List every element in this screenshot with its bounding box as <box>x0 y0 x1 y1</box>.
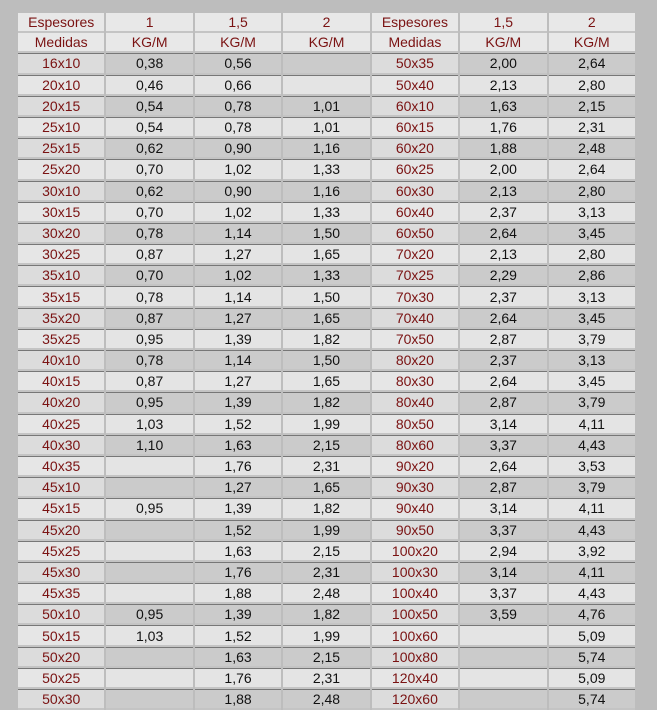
table-row <box>18 435 635 456</box>
size-cell: 100x50 <box>372 604 458 625</box>
weight-cell: 3,14 <box>460 498 546 519</box>
weight-cell: 0,87 <box>106 244 192 265</box>
weight-cell: 2,37 <box>460 350 546 371</box>
weight-cell: 1,14 <box>195 350 281 371</box>
weight-cell: 5,09 <box>549 668 635 689</box>
weight-cell: 0,87 <box>106 371 192 392</box>
weight-cell: 0,70 <box>106 202 192 223</box>
size-cell: 25x10 <box>18 117 104 138</box>
weight-cell: 2,13 <box>460 181 546 202</box>
header-cell: Espesores <box>18 13 104 33</box>
table-row <box>18 96 635 117</box>
weight-cell: 1,65 <box>283 308 369 329</box>
size-cell: 40x25 <box>18 414 104 435</box>
weight-cell: 1,14 <box>195 223 281 244</box>
table-row <box>18 117 635 138</box>
size-cell: 80x50 <box>372 414 458 435</box>
weight-cell <box>283 75 369 96</box>
weight-cell: 2,31 <box>283 668 369 689</box>
weight-cell: 3,92 <box>549 541 635 562</box>
size-cell: 60x50 <box>372 223 458 244</box>
weight-cell: 1,16 <box>283 181 369 202</box>
size-cell: 90x30 <box>372 477 458 498</box>
size-cell: 35x15 <box>18 286 104 307</box>
size-cell: 30x10 <box>18 181 104 202</box>
size-cell: 40x15 <box>18 371 104 392</box>
size-cell: 60x25 <box>372 159 458 180</box>
weight-cell: 3,45 <box>549 371 635 392</box>
weight-cell: 1,33 <box>283 202 369 223</box>
weight-cell: 3,37 <box>460 435 546 456</box>
weight-cell: 1,39 <box>195 498 281 519</box>
weight-cell: 3,13 <box>549 286 635 307</box>
weight-cell: 1,88 <box>460 138 546 159</box>
size-cell: 100x20 <box>372 541 458 562</box>
weight-cell: 1,10 <box>106 435 192 456</box>
weight-cell: 0,54 <box>106 117 192 138</box>
weight-cell: 1,88 <box>195 689 281 710</box>
size-cell: 100x30 <box>372 562 458 583</box>
table-row <box>18 371 635 392</box>
size-cell: 50x35 <box>372 53 458 74</box>
header-cell: KG/M <box>106 33 192 53</box>
size-cell: 90x50 <box>372 520 458 541</box>
weight-cell: 0,78 <box>106 286 192 307</box>
weight-cell <box>460 647 546 668</box>
weight-cell: 1,50 <box>283 286 369 307</box>
weight-cell <box>460 668 546 689</box>
weight-cell: 2,64 <box>460 223 546 244</box>
size-cell: 35x10 <box>18 265 104 286</box>
weight-cell: 1,16 <box>283 138 369 159</box>
weight-cell: 4,43 <box>549 583 635 604</box>
weight-cell: 2,80 <box>549 75 635 96</box>
weight-cell: 1,03 <box>106 625 192 646</box>
size-cell: 20x10 <box>18 75 104 96</box>
weight-cell: 1,65 <box>283 244 369 265</box>
weight-cell: 1,63 <box>195 647 281 668</box>
weight-cell: 2,13 <box>460 244 546 265</box>
size-cell: 45x10 <box>18 477 104 498</box>
weight-cell: 2,31 <box>549 117 635 138</box>
weight-cell: 1,02 <box>195 202 281 223</box>
size-cell: 70x50 <box>372 329 458 350</box>
weight-cell: 4,43 <box>549 520 635 541</box>
weight-table-body <box>18 13 635 710</box>
header-cell: 2 <box>549 13 635 33</box>
header-cell: KG/M <box>283 33 369 53</box>
weight-cell: 3,79 <box>549 329 635 350</box>
weight-cell: 2,15 <box>283 435 369 456</box>
table-row <box>18 308 635 329</box>
weight-cell: 0,87 <box>106 308 192 329</box>
weight-table <box>16 13 637 710</box>
weight-cell: 2,80 <box>549 181 635 202</box>
weight-cell: 2,87 <box>460 329 546 350</box>
weight-cell: 2,37 <box>460 202 546 223</box>
size-cell: 40x10 <box>18 350 104 371</box>
weight-cell: 1,99 <box>283 625 369 646</box>
size-cell: 16x10 <box>18 53 104 74</box>
size-cell: 100x60 <box>372 625 458 646</box>
size-cell: 70x30 <box>372 286 458 307</box>
size-cell: 60x15 <box>372 117 458 138</box>
weight-cell: 2,64 <box>549 53 635 74</box>
size-cell: 120x40 <box>372 668 458 689</box>
weight-cell: 1,82 <box>283 498 369 519</box>
table-row <box>18 414 635 435</box>
size-cell: 80x20 <box>372 350 458 371</box>
size-cell: 80x30 <box>372 371 458 392</box>
size-cell: 25x15 <box>18 138 104 159</box>
weight-cell: 0,70 <box>106 265 192 286</box>
size-cell: 70x25 <box>372 265 458 286</box>
weight-cell: 2,29 <box>460 265 546 286</box>
size-cell: 60x30 <box>372 181 458 202</box>
weight-cell: 1,27 <box>195 244 281 265</box>
size-cell: 25x20 <box>18 159 104 180</box>
size-cell: 30x15 <box>18 202 104 223</box>
weight-cell: 1,27 <box>195 371 281 392</box>
header-cell: 2 <box>283 13 369 33</box>
weight-cell: 3,53 <box>549 456 635 477</box>
table-row <box>18 625 635 646</box>
table-row <box>18 138 635 159</box>
weight-cell: 1,39 <box>195 392 281 413</box>
weight-cell: 1,63 <box>195 541 281 562</box>
weight-cell: 1,65 <box>283 371 369 392</box>
weight-cell: 1,99 <box>283 414 369 435</box>
weight-cell: 0,78 <box>106 350 192 371</box>
size-cell: 60x40 <box>372 202 458 223</box>
weight-cell: 0,95 <box>106 498 192 519</box>
header-cell: Medidas <box>18 33 104 53</box>
table-row <box>18 541 635 562</box>
weight-cell: 4,43 <box>549 435 635 456</box>
size-cell: 50x30 <box>18 689 104 710</box>
weight-cell: 1,50 <box>283 350 369 371</box>
weight-cell: 3,37 <box>460 520 546 541</box>
size-cell: 100x40 <box>372 583 458 604</box>
size-cell: 50x15 <box>18 625 104 646</box>
size-cell: 40x35 <box>18 456 104 477</box>
weight-cell <box>106 456 192 477</box>
weight-cell: 1,63 <box>460 96 546 117</box>
size-cell: 90x40 <box>372 498 458 519</box>
size-cell: 40x20 <box>18 392 104 413</box>
table-row <box>18 520 635 541</box>
weight-cell: 3,79 <box>549 477 635 498</box>
weight-cell: 2,80 <box>549 244 635 265</box>
weight-cell: 2,31 <box>283 562 369 583</box>
table-row <box>18 604 635 625</box>
header-cell: Espesores <box>372 13 458 33</box>
weight-cell: 3,59 <box>460 604 546 625</box>
table-row <box>18 244 635 265</box>
table-row <box>18 350 635 371</box>
size-cell: 90x20 <box>372 456 458 477</box>
size-cell: 35x20 <box>18 308 104 329</box>
table-row <box>18 223 635 244</box>
weight-cell <box>106 647 192 668</box>
weight-cell: 0,78 <box>195 96 281 117</box>
weight-cell: 1,76 <box>195 562 281 583</box>
weight-cell: 2,64 <box>460 456 546 477</box>
weight-cell: 0,46 <box>106 75 192 96</box>
weight-cell: 4,11 <box>549 498 635 519</box>
weight-cell <box>106 541 192 562</box>
size-cell: 80x40 <box>372 392 458 413</box>
weight-cell: 1,27 <box>195 477 281 498</box>
weight-cell: 4,76 <box>549 604 635 625</box>
weight-cell: 3,45 <box>549 223 635 244</box>
weight-cell <box>106 668 192 689</box>
header-cell: 1 <box>106 13 192 33</box>
size-cell: 50x20 <box>18 647 104 668</box>
weight-cell: 1,02 <box>195 159 281 180</box>
weight-cell: 2,15 <box>283 541 369 562</box>
weight-cell: 2,15 <box>549 96 635 117</box>
weight-cell: 2,87 <box>460 477 546 498</box>
size-cell: 35x25 <box>18 329 104 350</box>
weight-cell: 0,62 <box>106 181 192 202</box>
size-cell: 45x35 <box>18 583 104 604</box>
weight-cell: 1,76 <box>195 668 281 689</box>
table-row <box>18 159 635 180</box>
table-row <box>18 75 635 96</box>
header-cell: KG/M <box>460 33 546 53</box>
weight-cell: 1,50 <box>283 223 369 244</box>
size-cell: 30x20 <box>18 223 104 244</box>
weight-cell: 2,37 <box>460 286 546 307</box>
weight-cell: 0,95 <box>106 392 192 413</box>
weight-cell: 2,86 <box>549 265 635 286</box>
weight-cell: 1,88 <box>195 583 281 604</box>
weight-cell: 3,14 <box>460 414 546 435</box>
weight-cell: 4,11 <box>549 562 635 583</box>
weight-cell: 3,45 <box>549 308 635 329</box>
weight-cell: 1,82 <box>283 392 369 413</box>
weight-cell: 1,33 <box>283 159 369 180</box>
weight-cell: 0,95 <box>106 329 192 350</box>
size-cell: 45x30 <box>18 562 104 583</box>
size-cell: 100x80 <box>372 647 458 668</box>
weight-cell: 3,37 <box>460 583 546 604</box>
size-cell: 45x20 <box>18 520 104 541</box>
weight-cell: 1,52 <box>195 625 281 646</box>
weight-cell: 3,13 <box>549 202 635 223</box>
weight-cell: 0,54 <box>106 96 192 117</box>
table-row <box>18 392 635 413</box>
size-cell: 70x40 <box>372 308 458 329</box>
size-cell: 70x20 <box>372 244 458 265</box>
weight-cell: 1,01 <box>283 117 369 138</box>
header-cell: KG/M <box>549 33 635 53</box>
header-cell: 1,5 <box>460 13 546 33</box>
table-row <box>18 202 635 223</box>
weight-cell <box>106 562 192 583</box>
table-row <box>18 286 635 307</box>
weight-cell: 2,48 <box>549 138 635 159</box>
table-row <box>18 329 635 350</box>
weight-cell: 1,14 <box>195 286 281 307</box>
weight-cell: 1,03 <box>106 414 192 435</box>
weight-cell: 2,31 <box>283 456 369 477</box>
weight-cell: 1,65 <box>283 477 369 498</box>
table-row <box>18 562 635 583</box>
table-row <box>18 668 635 689</box>
table-row <box>18 265 635 286</box>
weight-cell: 5,74 <box>549 647 635 668</box>
weight-cell: 3,13 <box>549 350 635 371</box>
weight-cell: 2,00 <box>460 53 546 74</box>
weight-cell <box>106 583 192 604</box>
weight-cell: 1,39 <box>195 329 281 350</box>
table-row <box>18 456 635 477</box>
weight-cell <box>460 625 546 646</box>
size-cell: 120x60 <box>372 689 458 710</box>
weight-cell: 1,39 <box>195 604 281 625</box>
weight-cell: 0,56 <box>195 53 281 74</box>
weight-cell: 0,38 <box>106 53 192 74</box>
weight-cell: 1,99 <box>283 520 369 541</box>
weight-cell: 1,82 <box>283 329 369 350</box>
weight-cell: 5,09 <box>549 625 635 646</box>
weight-cell: 1,01 <box>283 96 369 117</box>
header-cell: KG/M <box>195 33 281 53</box>
header-cell: 1,5 <box>195 13 281 33</box>
weight-cell: 1,27 <box>195 308 281 329</box>
weight-cell: 1,52 <box>195 414 281 435</box>
header-row-1 <box>18 13 635 33</box>
size-cell: 60x10 <box>372 96 458 117</box>
header-row-2 <box>18 33 635 53</box>
weight-cell: 0,95 <box>106 604 192 625</box>
size-cell: 30x25 <box>18 244 104 265</box>
weight-cell: 0,66 <box>195 75 281 96</box>
weight-cell: 1,76 <box>195 456 281 477</box>
weight-cell <box>106 520 192 541</box>
weight-cell: 2,94 <box>460 541 546 562</box>
size-cell: 60x20 <box>372 138 458 159</box>
weight-cell: 2,64 <box>549 159 635 180</box>
weight-cell: 0,90 <box>195 138 281 159</box>
table-row <box>18 53 635 74</box>
weight-cell: 2,64 <box>460 308 546 329</box>
size-cell: 50x40 <box>372 75 458 96</box>
weight-cell: 2,87 <box>460 392 546 413</box>
weight-cell <box>106 477 192 498</box>
table-row <box>18 498 635 519</box>
table-row <box>18 583 635 604</box>
weight-cell: 0,62 <box>106 138 192 159</box>
weight-cell: 2,13 <box>460 75 546 96</box>
weight-cell: 2,15 <box>283 647 369 668</box>
weight-cell: 3,79 <box>549 392 635 413</box>
size-cell: 50x10 <box>18 604 104 625</box>
weight-cell: 0,90 <box>195 181 281 202</box>
weight-cell: 1,63 <box>195 435 281 456</box>
table-row <box>18 647 635 668</box>
table-row <box>18 477 635 498</box>
weight-cell: 2,64 <box>460 371 546 392</box>
size-cell: 45x15 <box>18 498 104 519</box>
weight-cell: 2,00 <box>460 159 546 180</box>
weight-cell: 0,78 <box>106 223 192 244</box>
weight-cell: 0,70 <box>106 159 192 180</box>
size-cell: 50x25 <box>18 668 104 689</box>
weight-cell: 2,48 <box>283 689 369 710</box>
weight-cell: 4,11 <box>549 414 635 435</box>
weight-cell: 0,78 <box>195 117 281 138</box>
weight-cell: 1,52 <box>195 520 281 541</box>
weight-cell: 2,48 <box>283 583 369 604</box>
size-cell: 80x60 <box>372 435 458 456</box>
size-cell: 40x30 <box>18 435 104 456</box>
weight-cell <box>283 53 369 74</box>
header-cell: Medidas <box>372 33 458 53</box>
table-row <box>18 181 635 202</box>
size-cell: 20x15 <box>18 96 104 117</box>
weight-cell: 1,76 <box>460 117 546 138</box>
weight-cell: 1,02 <box>195 265 281 286</box>
weight-cell: 5,74 <box>549 689 635 710</box>
weight-cell: 1,82 <box>283 604 369 625</box>
size-cell: 45x25 <box>18 541 104 562</box>
weight-cell: 3,14 <box>460 562 546 583</box>
weight-cell: 1,33 <box>283 265 369 286</box>
